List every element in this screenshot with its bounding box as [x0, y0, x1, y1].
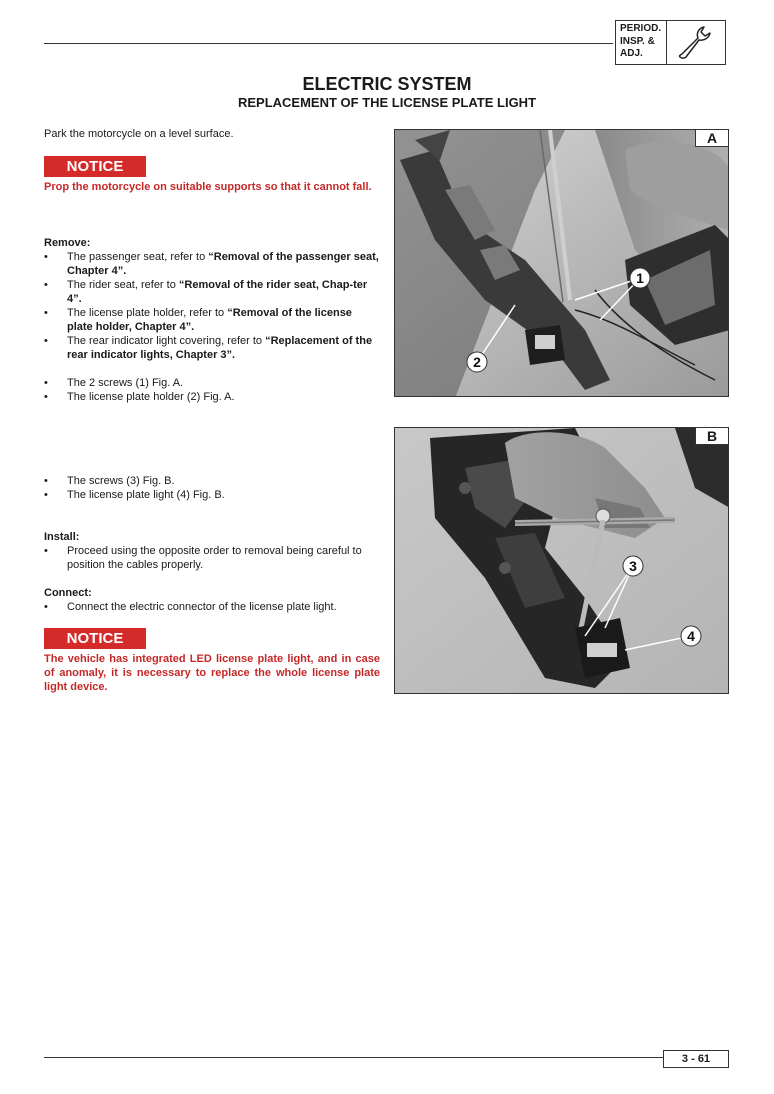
tab-line-2: INSP. &	[620, 35, 655, 47]
notice-text-2: The vehicle has integrated LED license plate light, and in case of anomaly, it is necessary to replace the whole license plate light device.	[44, 653, 380, 693]
remove-item-text: The rider seat, refer to	[67, 279, 179, 291]
callout-3: 3	[629, 558, 637, 574]
bullet-dot: •	[44, 279, 48, 291]
callout-1: 1	[636, 270, 644, 286]
remove-item	[44, 488, 380, 502]
figure-a-label: A	[695, 130, 728, 147]
remove-item-ref: “Removal of the rider seat, Chap-ter 4”.	[67, 279, 368, 305]
intro-text: Park the motorcycle on a level surface.	[44, 128, 234, 140]
remove-item-text: The passenger seat, refer to	[67, 251, 209, 263]
remove-item-text: The license plate light (4) Fig. B.	[67, 489, 225, 501]
remove-item	[44, 278, 380, 306]
page-number: 3 - 61	[663, 1050, 729, 1068]
bullet-dot: •	[44, 475, 48, 487]
callout-2: 2	[473, 354, 481, 370]
remove-item	[44, 474, 380, 488]
bullet-dot: •	[44, 391, 48, 403]
wrench-icon	[667, 21, 725, 64]
section-tab-label	[616, 21, 667, 64]
page-title: ELECTRIC SYSTEM	[302, 74, 472, 94]
page-subtitle: REPLACEMENT OF THE LICENSE PLATE LIGHT	[237, 95, 537, 110]
connect-item-text: Connect the electric connector of the license plate light.	[67, 601, 337, 613]
remove-item-ref: “Removal of the passenger seat, Chapter 4”.	[67, 251, 379, 277]
remove-item	[44, 250, 380, 278]
remove-item-ref: “Replacement of the rear indicator lights, Chapter 3”.	[67, 335, 373, 361]
figure-b-label: B	[695, 428, 728, 445]
notice-badge-1: NOTICE	[44, 156, 146, 177]
figure-a	[394, 129, 729, 397]
callout-4: 4	[687, 628, 695, 644]
tab-line-1: PERIOD.	[620, 23, 662, 34]
notice-badge-2: NOTICE	[44, 628, 146, 649]
header-rule	[44, 43, 613, 44]
bullet-dot: •	[44, 601, 48, 613]
bullet-dot: •	[44, 377, 48, 389]
remove-heading: Remove:	[44, 237, 91, 249]
connect-heading: Connect:	[44, 587, 92, 599]
remove-item-text: The screws (3) Fig. B.	[67, 475, 175, 487]
remove-item-text: The license plate holder (2) Fig. A.	[67, 391, 235, 403]
connect-item	[44, 600, 380, 614]
footer-rule	[44, 1057, 664, 1058]
figure-b	[394, 427, 729, 694]
remove-item-text: The 2 screws (1) Fig. A.	[67, 377, 184, 389]
bullet-dot: •	[44, 545, 48, 557]
bullet-dot: •	[44, 251, 48, 263]
section-tab	[615, 20, 726, 65]
remove-item-text: The rear indicator light covering, refer to	[67, 335, 266, 347]
install-heading: Install:	[44, 531, 80, 543]
remove-item	[44, 306, 380, 334]
figure-b-photo	[395, 428, 729, 694]
tab-line-3: ADJ.	[620, 48, 643, 59]
remove-item	[44, 390, 380, 404]
bullet-dot: •	[44, 307, 48, 319]
remove-item	[44, 376, 380, 390]
figure-a-photo	[395, 130, 729, 397]
install-item	[44, 544, 380, 572]
remove-item	[44, 334, 380, 362]
remove-item-text: The license plate holder, refer to	[67, 307, 228, 319]
install-item-text: Proceed using the opposite order to removal being careful to position the cables properly.	[67, 545, 362, 571]
bullet-dot: •	[44, 489, 48, 501]
bullet-dot: •	[44, 335, 48, 347]
notice-text-1: Prop the motorcycle on suitable supports so that it cannot fall.	[44, 181, 372, 193]
remove-item-ref: “Removal of the license plate holder, Chapter 4”.	[67, 307, 352, 333]
